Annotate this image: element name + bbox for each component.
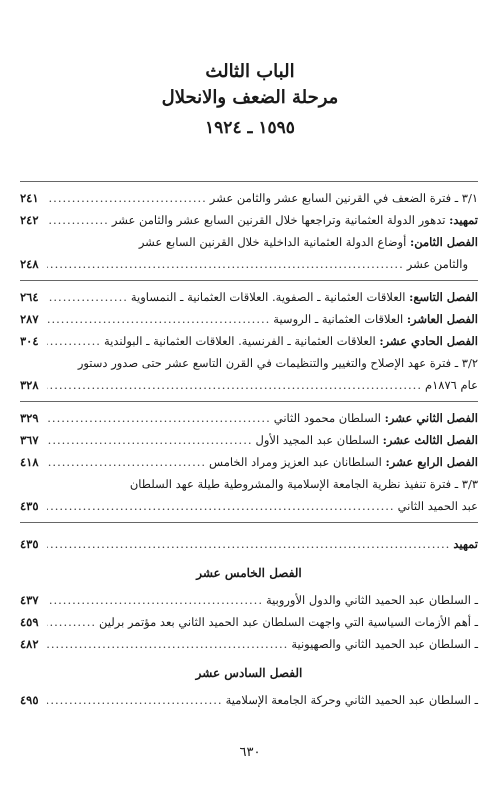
toc-row	[20, 374, 478, 396]
part-title: الباب الثالث	[205, 61, 295, 82]
toc-entry-title: تمهيد	[453, 537, 478, 551]
toc-page-number: ٣٢٨	[20, 378, 39, 392]
divider	[20, 181, 478, 182]
chapter-heading: الفصل السادس عشر	[195, 666, 303, 680]
toc-page-number: ٤٥٩	[20, 615, 39, 629]
toc-entry-prefix: الفصل التاسع:	[409, 290, 478, 304]
toc-entry-title	[104, 330, 478, 352]
toc-entry-prefix: الفصل العاشر:	[406, 312, 478, 326]
toc-entry-text: تدهور الدولة العثمانية وتراجعها خلال القرنين السابع عشر والثامن عشر	[111, 213, 450, 227]
toc-entry-title: ـ السلطان عبد الحميد الثاني والدول الأوروبية	[265, 593, 478, 607]
toc-row	[20, 611, 478, 633]
divider	[20, 522, 478, 523]
leader-dots	[47, 689, 223, 711]
toc-row	[20, 352, 478, 374]
toc-page-number: ٤٣٥	[20, 537, 39, 551]
leader-dots	[47, 429, 253, 451]
toc-entry-title	[112, 209, 478, 231]
toc-page-number: ٣٦٧	[20, 433, 39, 447]
leader-dots	[47, 330, 101, 352]
toc-entry-title: ـ أهم الأزمات السياسية التي واجهت السلطان عبد الحميد الثاني بعد مؤتمر برلين	[99, 615, 478, 629]
toc-row	[20, 286, 478, 308]
toc-page-number: ٣٢٩	[20, 411, 39, 425]
leader-dots	[47, 187, 207, 209]
toc-entry-prefix: الفصل الثاني عشر:	[384, 411, 478, 425]
toc-page-number: ٤٣٧	[20, 593, 39, 607]
toc-row	[20, 231, 478, 253]
toc-entry-prefix: الفصل الرابع عشر:	[385, 455, 478, 469]
section-header	[0, 60, 500, 142]
toc-row	[20, 187, 478, 209]
leader-dots	[47, 407, 271, 429]
toc-entry-text: العلاقات العثمانية ـ الصفوية. العلاقات العثمانية ـ النمساوية	[130, 290, 410, 304]
leader-dots	[47, 374, 422, 396]
leader-dots	[47, 533, 450, 555]
toc-entry-title	[274, 407, 478, 429]
leader-dots	[47, 253, 404, 275]
leader-dots	[47, 308, 270, 330]
leader-dots	[47, 209, 109, 231]
toc-row	[20, 330, 478, 352]
toc-entry-title: عبد الحميد الثاني	[397, 499, 478, 513]
toc-entry-title	[209, 451, 478, 473]
toc-row	[20, 429, 478, 451]
toc-entry-text: السلطانان عبد العزيز ومراد الخامس	[209, 455, 386, 469]
toc-page-number: ٢٦٤	[20, 290, 39, 304]
toc-entry-prefix: الفصل الثالث عشر:	[382, 433, 478, 447]
toc-page-number: ٤٩٥	[20, 693, 39, 707]
toc-row	[20, 473, 478, 495]
toc-row	[20, 589, 478, 611]
toc-row	[20, 308, 478, 330]
toc-page-number: ٤٣٥	[20, 499, 39, 513]
toc-row	[20, 407, 478, 429]
toc-entry-prefix: الفصل الحادي عشر:	[379, 334, 478, 348]
toc-entry-text: السلطان عبد المجيد الأول	[255, 433, 383, 447]
toc-entry-title: والثامن عشر	[406, 257, 468, 271]
toc-entry-text: العلاقات العثمانية ـ الروسية	[273, 312, 407, 326]
toc-page-number: ٢٨٧	[20, 312, 39, 326]
divider	[20, 401, 478, 402]
divider	[20, 280, 478, 281]
toc-entry-prefix: تمهيد:	[449, 213, 478, 227]
leader-dots	[47, 611, 96, 633]
toc-entry-title	[131, 286, 478, 308]
toc-page-number: ٤١٨	[20, 455, 39, 469]
toc-row	[20, 209, 478, 231]
toc-entry-title: ـ السلطان عبد الحميد الثاني والصهيونية	[291, 637, 478, 651]
toc-entry-text: العلاقات العثمانية ـ الفرنسية. العلاقات العثمانية ـ البولندية	[103, 334, 380, 348]
toc-entry-prefix: الفصل الثامن:	[409, 235, 478, 249]
toc-entry-text: السلطان محمود الثاني	[273, 411, 385, 425]
page-number: ٦٣٠	[239, 745, 261, 760]
part-subtitle: مرحلة الضعف والانحلال	[161, 87, 339, 108]
part-years: ١٥٩٥ ـ ١٩٢٤	[205, 118, 295, 138]
toc-row	[20, 533, 478, 555]
toc-page-number: ٢٤٨	[20, 257, 39, 271]
toc-entry-title: عام ١٨٧٦م	[425, 378, 478, 392]
toc-page-number: ٣٠٤	[20, 334, 39, 348]
toc-entry-title	[273, 308, 478, 330]
toc-entry-title: ٣/١ ـ فترة الضعف في القرنين السابع عشر والثامن عشر	[209, 191, 478, 205]
toc-row	[20, 633, 478, 655]
toc-entry-title: ٣/٣ ـ فترة تنفيذ نظرية الجامعة الإسلامية والمشروطية طيلة عهد السلطان	[129, 477, 478, 491]
leader-dots	[47, 633, 288, 655]
toc-row	[20, 689, 478, 711]
toc-entry-text: أوضاع الدولة العثمانية الداخلية خلال القرنين السابع عشر	[138, 235, 410, 249]
toc-page-number: ٢٤١	[20, 191, 39, 205]
toc-page-number: ٢٤٢	[20, 213, 39, 227]
leader-dots	[47, 451, 206, 473]
leader-dots	[47, 286, 128, 308]
toc-entry-title: ـ السلطان عبد الحميد الثاني وحركة الجامعة الإسلامية	[225, 693, 478, 707]
toc-page-number: ٤٨٢	[20, 637, 39, 651]
toc-row	[20, 253, 478, 275]
chapter-heading: الفصل الخامس عشر	[196, 566, 302, 580]
toc-entry-title	[20, 231, 478, 253]
leader-dots	[47, 589, 263, 611]
toc-row	[20, 451, 478, 473]
leader-dots	[47, 495, 395, 517]
table-of-contents	[20, 176, 478, 711]
toc-entry-title: ٣/٢ ـ فترة عهد الإصلاح والتغيير والتنظيمات في القرن التاسع عشر حتى صدور دستور	[77, 356, 478, 370]
toc-row	[20, 495, 478, 517]
toc-entry-title	[256, 429, 478, 451]
